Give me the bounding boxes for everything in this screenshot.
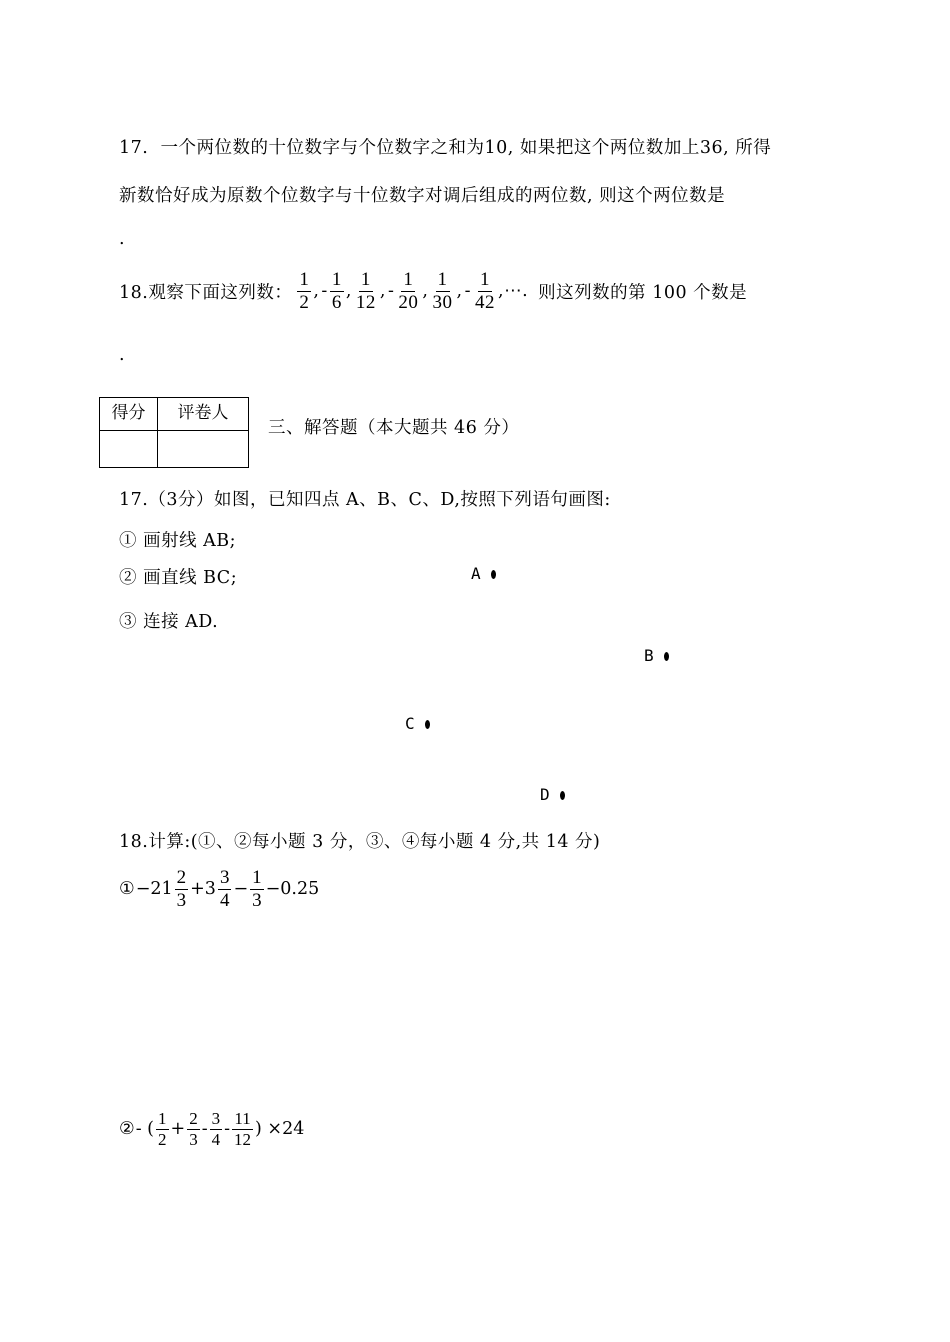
point-a-label: A: [471, 564, 481, 583]
p2-op3: -: [224, 1119, 231, 1140]
q17-step2: ② 画直线 BC;: [119, 568, 238, 588]
q17-line1: [119, 134, 771, 159]
sequence-sign: -: [464, 281, 471, 302]
sequence-term: [354, 270, 378, 313]
sequence-term-numerator: 1: [403, 269, 414, 290]
sequence-term-numerator: 1: [437, 269, 448, 290]
q18-sequence-terms: [296, 270, 498, 313]
q18-suffix: 则这列数的第 100 个数是: [538, 282, 748, 303]
sequence-term-denominator: 30: [432, 291, 453, 313]
p1-term2: +3: [190, 879, 216, 900]
p1-term3: −: [233, 879, 249, 900]
sequence-term: [473, 270, 497, 313]
p2-frac1-den: 2: [158, 1129, 167, 1149]
p2-close: ) ×24: [255, 1119, 305, 1140]
p2-op2: -: [201, 1119, 208, 1140]
q18-calc-stem: 18.计算:(①、②每小题 3 分，③、④每小题 4 分,共 14 分): [119, 832, 601, 852]
q17-number: 17.: [119, 138, 149, 158]
q17-text-line1: 一个两位数的十位数字与个位数字之和为10, 如果把这个两位数加上36, 所得: [160, 138, 772, 158]
q18-ellipsis: ,⋯.: [498, 281, 529, 302]
sequence-separator: ,: [313, 281, 320, 302]
sequence-term-denominator: 42: [475, 291, 495, 313]
point-d-label: D: [540, 785, 550, 804]
sequence-term-numerator: 1: [360, 269, 371, 290]
sequence-term-numerator: 1: [480, 269, 490, 290]
sequence-term-denominator: 2: [299, 291, 310, 313]
score-cell[interactable]: [100, 431, 158, 468]
sequence-term-denominator: 12: [355, 291, 376, 313]
sequence-sign: -: [321, 281, 328, 302]
sequence-term-numerator: 1: [299, 269, 310, 290]
p2-frac2-den: 3: [189, 1129, 198, 1149]
p2-frac2-num: 2: [189, 1109, 198, 1128]
q17-step1: ① 画射线 AB;: [119, 531, 237, 551]
p2-op1: +: [170, 1119, 186, 1140]
p1-frac1: [175, 868, 189, 911]
point-c-label: C: [405, 714, 415, 733]
sequence-term: [297, 270, 311, 313]
p2-open: - (: [135, 1119, 155, 1140]
calc-problem-1: [119, 868, 320, 911]
q18-prefix: 18.观察下面这列数：: [119, 282, 293, 303]
p1-frac1-num: 2: [176, 867, 187, 888]
score-table: [99, 397, 249, 468]
q17-answer-blank: .: [119, 229, 126, 249]
section-title: 三、解答题（本大题共 46 分）: [268, 418, 520, 438]
point-d: [540, 785, 565, 805]
point-b: [644, 646, 669, 666]
p2-frac3-den: 4: [211, 1129, 221, 1149]
point-a-dot: [491, 570, 496, 579]
p1-mark: ①: [119, 879, 135, 900]
p1-frac1-den: 3: [176, 889, 187, 911]
point-b-dot: [664, 652, 669, 661]
p2-frac2: [187, 1110, 200, 1149]
q17-step3: ③ 连接 AD.: [119, 612, 219, 632]
q18-sequence-line: [119, 270, 747, 313]
p2-frac3-num: 3: [211, 1109, 221, 1128]
sequence-sign: -: [388, 281, 395, 302]
p2-frac3: [210, 1110, 223, 1149]
p2-frac4-num: 11: [234, 1109, 251, 1128]
p1-term1: −21: [135, 879, 173, 900]
sequence-separator: ,: [345, 281, 352, 302]
q18-answer-blank: .: [119, 345, 126, 365]
p2-frac1-num: 1: [158, 1109, 167, 1128]
p1-term4: −0.25: [265, 879, 320, 900]
p1-frac2: [218, 868, 232, 911]
point-d-dot: [560, 791, 565, 800]
calc-problem-2: [119, 1110, 305, 1149]
sequence-term-numerator: 1: [331, 269, 342, 290]
p2-frac1: [156, 1110, 169, 1149]
p2-frac4: [232, 1110, 253, 1149]
sequence-term: [396, 270, 420, 313]
sequence-separator: ,: [379, 281, 386, 302]
p1-frac3-den: 3: [252, 889, 262, 911]
p1-frac3: [250, 868, 264, 911]
grader-header: 评卷人: [158, 398, 249, 431]
p1-frac2-den: 4: [219, 889, 230, 911]
q17-draw-stem: 17.（3分）如图，已知四点 A、B、C、D,按照下列语句画图:: [119, 490, 611, 510]
p2-frac4-den: 12: [234, 1129, 252, 1149]
q17-text-line2: 新数恰好成为原数个位数字与十位数字对调后组成的两位数, 则这个两位数是: [119, 186, 726, 206]
score-header: 得分: [100, 398, 158, 431]
sequence-separator: ,: [456, 281, 463, 302]
point-a: [471, 564, 496, 584]
sequence-term-denominator: 6: [331, 291, 342, 313]
point-c: [405, 714, 430, 734]
p1-frac3-num: 1: [252, 867, 262, 888]
point-b-label: B: [644, 646, 654, 665]
sequence-term: [330, 270, 344, 313]
grader-cell[interactable]: [158, 431, 249, 468]
p1-frac2-num: 3: [219, 867, 230, 888]
sequence-term-denominator: 20: [398, 291, 419, 313]
sequence-separator: ,: [422, 281, 429, 302]
point-c-dot: [425, 720, 430, 729]
p2-mark: ②: [119, 1119, 135, 1140]
sequence-term: [431, 270, 455, 313]
